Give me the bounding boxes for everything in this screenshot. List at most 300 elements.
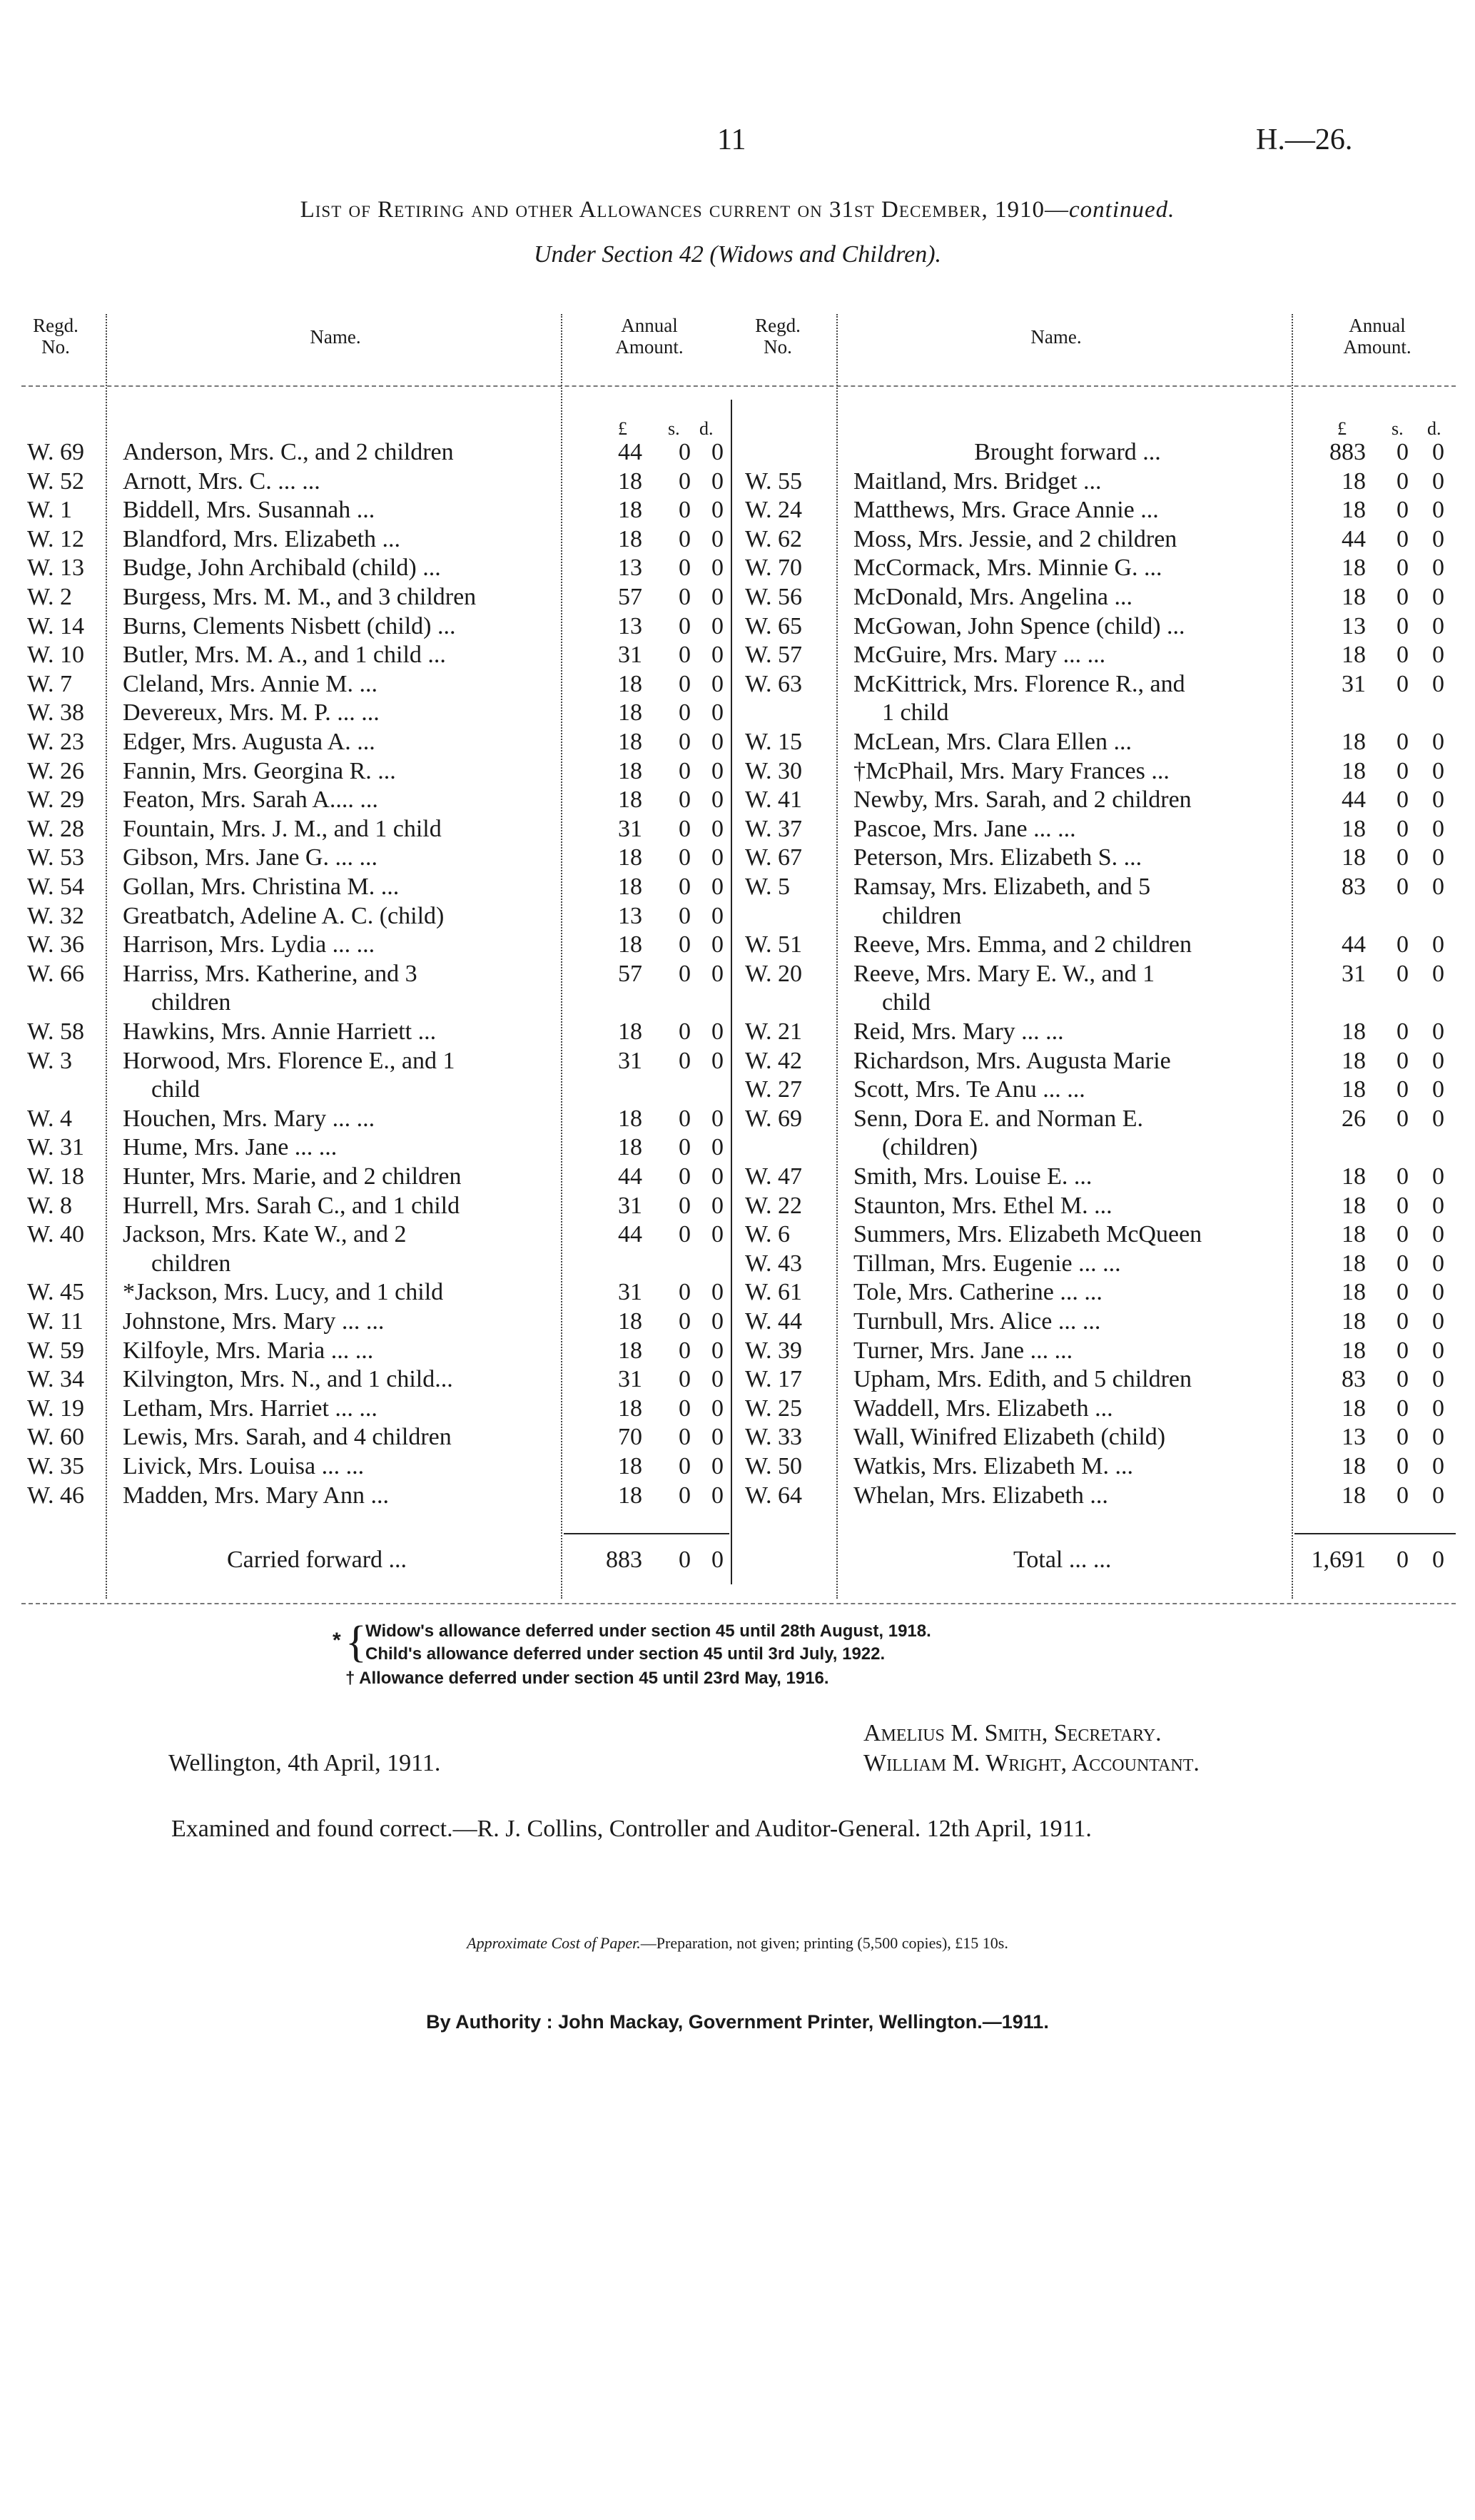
- amount-pounds: 18: [618, 844, 642, 871]
- entry-name: Arnott, Mrs. C. ... ...: [123, 467, 320, 495]
- regd-number: W. 37: [745, 815, 802, 842]
- amount-pounds: 44: [1342, 786, 1366, 814]
- amount-pounds: 83: [1342, 874, 1366, 900]
- amount-pence: 0: [1432, 555, 1444, 582]
- entry-name: Kilfoyle, Mrs. Maria ... ...: [123, 1337, 374, 1364]
- amount-pounds: 31: [1342, 670, 1366, 697]
- amount-pence: 0: [1432, 642, 1444, 669]
- amount-pounds: 883: [1329, 439, 1366, 465]
- amount-shillings: 0: [1397, 612, 1409, 639]
- amount-shillings: 0: [1397, 1395, 1409, 1422]
- entry-name: Letham, Mrs. Harriet ... ...: [123, 1395, 377, 1422]
- amount-shillings: 0: [679, 1482, 691, 1509]
- amount-pence: 0: [711, 931, 724, 958]
- regd-number: W. 52: [27, 467, 84, 495]
- regd-number: W. 42: [745, 1047, 802, 1074]
- amount-pounds: 18: [1342, 1047, 1366, 1074]
- amount-pounds: 18: [1342, 555, 1366, 582]
- amount-shillings: 0: [1397, 1163, 1409, 1190]
- amount-pence: 0: [1432, 786, 1444, 814]
- amount-shillings: 0: [679, 757, 691, 784]
- amount-pence: 0: [1432, 960, 1444, 987]
- amount-shillings: 0: [1397, 1337, 1409, 1364]
- amount-pence: 0: [711, 642, 724, 669]
- amount-shillings: 0: [1397, 1308, 1409, 1335]
- regd-number: W. 22: [745, 1192, 802, 1219]
- amount-pounds: 18: [1342, 1076, 1366, 1103]
- amount-shillings: 0: [679, 1424, 691, 1451]
- amount-pounds: 18: [618, 1337, 642, 1364]
- amount-shillings: 0: [679, 1366, 691, 1393]
- amount-shillings: 0: [1397, 555, 1409, 582]
- amount-shillings: 0: [1397, 1453, 1409, 1479]
- regd-number: W. 19: [27, 1395, 84, 1422]
- right-name-header: Name.: [1030, 326, 1082, 348]
- amount-pence: 0: [711, 844, 724, 871]
- amount-shillings: 0: [679, 525, 691, 552]
- entry-name: Senn, Dora E. and Norman E.: [853, 1105, 1144, 1132]
- amount-shillings: 0: [1397, 1192, 1409, 1219]
- entry-name: Fannin, Mrs. Georgina R. ...: [123, 757, 396, 784]
- amount-shillings: 0: [679, 902, 691, 929]
- amount-shillings: 0: [1397, 1047, 1409, 1074]
- amount-pence: 0: [1432, 1337, 1444, 1364]
- amount-pence: 0: [1432, 439, 1444, 465]
- right-sum-rule: [1294, 1533, 1456, 1534]
- amount-pence: 0: [711, 729, 724, 755]
- regd-number: W. 20: [745, 960, 802, 987]
- regd-number: W. 39: [745, 1337, 802, 1364]
- header-rule: [21, 385, 1456, 387]
- amount-pounds: 18: [1342, 1308, 1366, 1335]
- regd-number: W. 2: [27, 584, 72, 610]
- page-title: [0, 197, 1475, 223]
- entry-name: Edger, Mrs. Augusta A. ...: [123, 729, 375, 755]
- footnote-brace: {: [345, 1618, 367, 1666]
- amount-pence: 0: [711, 1192, 724, 1219]
- entry-name: Richardson, Mrs. Augusta Marie: [853, 1047, 1171, 1074]
- regd-number: W. 29: [27, 786, 84, 814]
- entry-name-continued: children: [151, 1250, 231, 1277]
- regd-number: W. 31: [27, 1134, 84, 1161]
- left-pence-unit: d.: [699, 418, 714, 439]
- amount-pence: 0: [1432, 1105, 1444, 1132]
- entry-name: Watkis, Mrs. Elizabeth M. ...: [853, 1453, 1133, 1479]
- amount-pounds: 31: [618, 815, 642, 842]
- entry-name: Scott, Mrs. Te Anu ... ...: [853, 1076, 1085, 1103]
- entry-name-continued: child: [882, 989, 931, 1016]
- amount-pounds: 18: [618, 729, 642, 755]
- amount-pounds: 18: [1342, 467, 1366, 495]
- entry-name: Burgess, Mrs. M. M., and 3 children: [123, 584, 477, 610]
- amount-pence: 0: [1432, 931, 1444, 958]
- amount-pounds: 18: [1342, 642, 1366, 669]
- amount-shillings: 0: [679, 1018, 691, 1045]
- amount-pence: 0: [711, 1018, 724, 1045]
- entry-name-continued: child: [151, 1076, 200, 1103]
- entry-name: Gollan, Mrs. Christina M. ...: [123, 874, 400, 900]
- regd-number: W. 58: [27, 1018, 84, 1045]
- amount-pounds: 18: [1342, 729, 1366, 755]
- amount-pence: 0: [711, 1453, 724, 1479]
- place-and-date: Wellington, 4th April, 1911.: [168, 1750, 441, 1776]
- amount-pence: 0: [1432, 1163, 1444, 1190]
- entry-name: Jackson, Mrs. Kate W., and 2: [123, 1221, 407, 1248]
- amount-shillings: 0: [1397, 642, 1409, 669]
- amount-pounds: 18: [1342, 1163, 1366, 1190]
- footnote-child: Child's allowance deferred under section 45 until 3rd July, 1922.: [365, 1644, 886, 1664]
- entry-name-continued: 1 child: [882, 699, 949, 727]
- entry-name: Greatbatch, Adeline A. C. (child): [123, 902, 445, 929]
- entry-name: Devereux, Mrs. M. P. ... ...: [123, 699, 380, 727]
- regd-number: W. 11: [27, 1308, 83, 1335]
- amount-pence: 0: [1432, 612, 1444, 639]
- amount-pounds: 18: [618, 497, 642, 524]
- entry-name-continued: children: [151, 989, 231, 1016]
- amount-pounds: 44: [618, 1163, 642, 1190]
- amount-pounds: 31: [618, 1047, 642, 1074]
- accountant-signature: William M. Wright, Accountant.: [863, 1750, 1200, 1776]
- entry-name: Houchen, Mrs. Mary ... ...: [123, 1105, 375, 1132]
- amount-shillings: 0: [679, 439, 691, 465]
- amount-pounds: 18: [618, 699, 642, 727]
- amount-pounds: 57: [618, 584, 642, 610]
- amount-pounds: 13: [618, 612, 642, 639]
- page-number: 11: [717, 123, 746, 156]
- amount-pence: 0: [711, 815, 724, 842]
- entry-name: Gibson, Mrs. Jane G. ... ...: [123, 844, 377, 871]
- amount-shillings: 0: [1397, 815, 1409, 842]
- regd-number: W. 46: [27, 1482, 84, 1509]
- page-subtitle: Under Section 42 (Widows and Children).: [533, 241, 942, 268]
- amount-shillings: 0: [1397, 670, 1409, 697]
- amount-shillings: 0: [679, 874, 691, 900]
- entry-name: Staunton, Mrs. Ethel M. ...: [853, 1192, 1112, 1219]
- amount-pence: 0: [711, 467, 724, 495]
- amount-shillings: 0: [679, 1134, 691, 1161]
- amount-pence: 0: [1432, 670, 1444, 697]
- left-regd-header: Regd. No.: [33, 315, 78, 358]
- carried-forward-pence: 0: [711, 1547, 724, 1573]
- regd-number: W. 4: [27, 1105, 72, 1132]
- cost-text: —Preparation, not given; printing (5,500 copies), £15 10s.: [640, 1934, 1008, 1952]
- amount-pounds: 18: [1342, 1482, 1366, 1509]
- amount-shillings: 0: [679, 497, 691, 524]
- amount-shillings: 0: [679, 1337, 691, 1364]
- entry-name-continued: (children): [882, 1134, 978, 1161]
- amount-pounds: 18: [618, 1482, 642, 1509]
- regd-number: W. 63: [745, 670, 802, 697]
- regd-number: W. 61: [745, 1279, 802, 1306]
- entry-name: Madden, Mrs. Mary Ann ...: [123, 1482, 390, 1509]
- regd-number: W. 55: [745, 467, 802, 495]
- entry-name: Summers, Mrs. Elizabeth McQueen: [853, 1221, 1202, 1248]
- left-shillings-unit: s.: [668, 418, 680, 439]
- amount-pounds: 18: [1342, 1018, 1366, 1045]
- title-continued: continued.: [1069, 197, 1175, 223]
- entry-name: Harrison, Mrs. Lydia ... ...: [123, 931, 375, 958]
- amount-shillings: 0: [679, 1163, 691, 1190]
- amount-pence: 0: [1432, 1047, 1444, 1074]
- amount-pence: 0: [711, 1337, 724, 1364]
- amount-shillings: 0: [679, 670, 691, 697]
- entry-name: McLean, Mrs. Clara Ellen ...: [853, 729, 1132, 755]
- amount-pounds: 18: [618, 1105, 642, 1132]
- amount-pence: 0: [1432, 729, 1444, 755]
- entry-name: McGowan, John Spence (child) ...: [853, 612, 1185, 639]
- amount-shillings: 0: [679, 1308, 691, 1335]
- regd-number: W. 59: [27, 1337, 84, 1364]
- carried-forward-pounds: 883: [606, 1547, 642, 1573]
- total-pence: 0: [1432, 1547, 1444, 1573]
- amount-shillings: 0: [1397, 1250, 1409, 1277]
- amount-pounds: 13: [1342, 612, 1366, 639]
- amount-pence: 0: [1432, 1018, 1444, 1045]
- amount-pence: 0: [711, 786, 724, 814]
- amount-pounds: 18: [618, 1395, 642, 1422]
- entry-name: Fountain, Mrs. J. M., and 1 child: [123, 815, 442, 842]
- amount-pounds: 31: [618, 1366, 642, 1393]
- amount-shillings: 0: [1397, 584, 1409, 610]
- total-pounds: 1,691: [1311, 1547, 1366, 1573]
- cost-of-paper: [0, 1934, 1475, 1953]
- amount-shillings: 0: [1397, 844, 1409, 871]
- amount-pence: 0: [711, 670, 724, 697]
- regd-number: W. 40: [27, 1221, 84, 1248]
- regd-number: W. 12: [27, 525, 84, 552]
- entry-name: Moss, Mrs. Jessie, and 2 children: [853, 525, 1177, 552]
- amount-pounds: 18: [1342, 1192, 1366, 1219]
- amount-pence: 0: [711, 874, 724, 900]
- total-label: Total ... ...: [1013, 1547, 1112, 1573]
- entry-name: Ramsay, Mrs. Elizabeth, and 5: [853, 874, 1151, 900]
- amount-pence: 0: [1432, 1424, 1444, 1451]
- regd-number: W. 26: [27, 757, 84, 784]
- amount-pence: 0: [711, 1308, 724, 1335]
- amount-shillings: 0: [1397, 786, 1409, 814]
- regd-number: W. 62: [745, 525, 802, 552]
- left-name-divider: [561, 314, 562, 1599]
- amount-shillings: 0: [679, 555, 691, 582]
- total-shillings: 0: [1397, 1547, 1409, 1573]
- footnote-widow: Widow's allowance deferred under section 45 until 28th August, 1918.: [365, 1621, 931, 1641]
- entry-name: Harriss, Mrs. Katherine, and 3: [123, 960, 417, 987]
- regd-number: W. 67: [745, 844, 802, 871]
- amount-pence: 0: [711, 555, 724, 582]
- amount-shillings: 0: [1397, 960, 1409, 987]
- regd-number: W. 8: [27, 1192, 72, 1219]
- entry-name: Turnbull, Mrs. Alice ... ...: [853, 1308, 1101, 1335]
- regd-number: W. 64: [745, 1482, 802, 1509]
- regd-number: W. 21: [745, 1018, 802, 1045]
- printer-authority: By Authority : John Mackay, Government Printer, Wellington.—1911.: [426, 2011, 1049, 2033]
- amount-pounds: 18: [1342, 844, 1366, 871]
- regd-number: W. 25: [745, 1395, 802, 1422]
- regd-number: W. 15: [745, 729, 802, 755]
- entry-name: Livick, Mrs. Louisa ... ...: [123, 1453, 365, 1479]
- entry-name: Butler, Mrs. M. A., and 1 child ...: [123, 642, 446, 669]
- amount-pounds: 44: [1342, 931, 1366, 958]
- entry-name: McGuire, Mrs. Mary ... ...: [853, 642, 1106, 669]
- regd-number: W. 51: [745, 931, 802, 958]
- entry-name: Anderson, Mrs. C., and 2 children: [123, 439, 454, 465]
- entry-name: Reid, Mrs. Mary ... ...: [853, 1018, 1064, 1045]
- entry-name-continued: children: [882, 902, 962, 929]
- amount-pounds: 18: [618, 467, 642, 495]
- entry-name: Blandford, Mrs. Elizabeth ...: [123, 525, 401, 552]
- entry-name: Newby, Mrs. Sarah, and 2 children: [853, 786, 1192, 814]
- amount-shillings: 0: [679, 960, 691, 987]
- carried-forward-shillings: 0: [679, 1547, 691, 1573]
- footnote-asterisk: *: [333, 1629, 341, 1652]
- regd-number: W. 7: [27, 670, 72, 697]
- right-no-divider: [836, 314, 838, 1599]
- amount-shillings: 0: [679, 1047, 691, 1074]
- regd-number: W. 54: [27, 874, 84, 900]
- right-amount-header: Annual Amount.: [1343, 315, 1411, 358]
- amount-pence: 0: [711, 1482, 724, 1509]
- regd-number: W. 35: [27, 1453, 84, 1479]
- amount-pounds: 70: [618, 1424, 642, 1451]
- regd-number: W. 65: [745, 612, 802, 639]
- regd-number: W. 13: [27, 555, 84, 582]
- amount-pounds: 18: [1342, 1250, 1366, 1277]
- regd-number: W. 33: [745, 1424, 802, 1451]
- amount-pounds: 18: [1342, 1337, 1366, 1364]
- amount-pounds: 18: [618, 757, 642, 784]
- amount-pounds: 18: [618, 670, 642, 697]
- entry-name: Wall, Winifred Elizabeth (child): [853, 1424, 1166, 1451]
- regd-number: W. 28: [27, 815, 84, 842]
- regd-number: W. 60: [27, 1424, 84, 1451]
- regd-number: W. 1: [27, 497, 72, 524]
- entry-name: Reeve, Mrs. Mary E. W., and 1: [853, 960, 1155, 987]
- regd-number: W. 53: [27, 844, 84, 871]
- left-pounds-unit: £: [618, 418, 627, 439]
- amount-pence: 0: [711, 1134, 724, 1161]
- entry-name: Reeve, Mrs. Emma, and 2 children: [853, 931, 1192, 958]
- entry-name: †McPhail, Mrs. Mary Frances ...: [853, 757, 1170, 784]
- regd-number: W. 47: [745, 1163, 802, 1190]
- amount-shillings: 0: [1397, 467, 1409, 495]
- amount-shillings: 0: [679, 699, 691, 727]
- amount-shillings: 0: [1397, 525, 1409, 552]
- amount-pounds: 18: [1342, 1453, 1366, 1479]
- document-reference: H.—26.: [1256, 123, 1353, 156]
- amount-shillings: 0: [679, 844, 691, 871]
- amount-pence: 0: [711, 612, 724, 639]
- left-name-header: Name.: [310, 326, 361, 348]
- amount-pounds: 18: [618, 1134, 642, 1161]
- regd-number: W. 70: [745, 555, 802, 582]
- carried-forward-label: Carried forward ...: [227, 1547, 407, 1573]
- amount-pence: 0: [1432, 1076, 1444, 1103]
- regd-number: W. 6: [745, 1221, 790, 1248]
- entry-name: Hume, Mrs. Jane ... ...: [123, 1134, 338, 1161]
- regd-number: W. 27: [745, 1076, 802, 1103]
- amount-shillings: 0: [1397, 729, 1409, 755]
- right-shillings-unit: s.: [1392, 418, 1404, 439]
- amount-shillings: 0: [1397, 931, 1409, 958]
- amount-pence: 0: [1432, 467, 1444, 495]
- amount-pounds: 18: [1342, 1395, 1366, 1422]
- amount-pence: 0: [1432, 757, 1444, 784]
- amount-pence: 0: [711, 439, 724, 465]
- amount-pounds: 13: [618, 555, 642, 582]
- title-text: List of Retiring and other Allowances current on 31st December, 1910—: [300, 197, 1070, 223]
- regd-number: W. 23: [27, 729, 84, 755]
- amount-pence: 0: [711, 1105, 724, 1132]
- amount-shillings: 0: [679, 1279, 691, 1306]
- amount-pounds: 18: [1342, 497, 1366, 524]
- regd-number: W. 66: [27, 960, 84, 987]
- amount-pounds: 44: [1342, 525, 1366, 552]
- regd-number: W. 44: [745, 1308, 802, 1335]
- cost-label: Approximate Cost of Paper.: [467, 1934, 641, 1952]
- entry-name: Whelan, Mrs. Elizabeth ...: [853, 1482, 1108, 1509]
- entry-name: Kilvington, Mrs. N., and 1 child...: [123, 1366, 453, 1393]
- amount-shillings: 0: [679, 931, 691, 958]
- amount-shillings: 0: [679, 1221, 691, 1248]
- amount-shillings: 0: [1397, 1105, 1409, 1132]
- amount-pounds: 18: [618, 1018, 642, 1045]
- entry-name: Tole, Mrs. Catherine ... ...: [853, 1279, 1103, 1306]
- amount-shillings: 0: [1397, 874, 1409, 900]
- regd-number: W. 36: [27, 931, 84, 958]
- amount-pounds: 44: [618, 1221, 642, 1248]
- amount-pence: 0: [1432, 1250, 1444, 1277]
- regd-number: W. 32: [27, 902, 84, 929]
- amount-shillings: 0: [679, 1453, 691, 1479]
- amount-pounds: 31: [1342, 960, 1366, 987]
- amount-shillings: 0: [679, 786, 691, 814]
- amount-pence: 0: [711, 757, 724, 784]
- amount-pence: 0: [1432, 1366, 1444, 1393]
- amount-pence: 0: [1432, 1453, 1444, 1479]
- center-divider: [731, 400, 732, 1584]
- entry-name: Horwood, Mrs. Florence E., and 1: [123, 1047, 455, 1074]
- entry-name: Hunter, Mrs. Marie, and 2 children: [123, 1163, 462, 1190]
- amount-shillings: 0: [679, 467, 691, 495]
- regd-number: W. 17: [745, 1366, 802, 1393]
- regd-number: W. 69: [745, 1105, 802, 1132]
- secretary-signature: Amelius M. Smith, Secretary.: [863, 1720, 1162, 1746]
- amount-pounds: 18: [618, 931, 642, 958]
- regd-number: W. 10: [27, 642, 84, 669]
- amount-pence: 0: [1432, 1192, 1444, 1219]
- amount-pounds: 18: [1342, 757, 1366, 784]
- entry-name: Featon, Mrs. Sarah A.... ...: [123, 786, 378, 814]
- amount-pence: 0: [711, 1163, 724, 1190]
- examined-statement: Examined and found correct.—R. J. Collins, Controller and Auditor-General. 12th April, 1911.: [171, 1816, 1092, 1842]
- footnote-dagger: † Allowance deferred under section 45 until 23rd May, 1916.: [345, 1669, 829, 1688]
- amount-shillings: 0: [1397, 1366, 1409, 1393]
- amount-shillings: 0: [1397, 1424, 1409, 1451]
- amount-pounds: 44: [618, 439, 642, 465]
- amount-pounds: 18: [618, 786, 642, 814]
- amount-shillings: 0: [1397, 1482, 1409, 1509]
- amount-pence: 0: [711, 1395, 724, 1422]
- amount-shillings: 0: [679, 1395, 691, 1422]
- amount-pence: 0: [711, 1424, 724, 1451]
- amount-pounds: 31: [618, 642, 642, 669]
- entry-name: Hawkins, Mrs. Annie Harriett ...: [123, 1018, 437, 1045]
- right-pounds-unit: £: [1337, 418, 1347, 439]
- entry-name: Turner, Mrs. Jane ... ...: [853, 1337, 1073, 1364]
- amount-pounds: 18: [618, 1308, 642, 1335]
- amount-pounds: 18: [618, 525, 642, 552]
- amount-pounds: 26: [1342, 1105, 1366, 1132]
